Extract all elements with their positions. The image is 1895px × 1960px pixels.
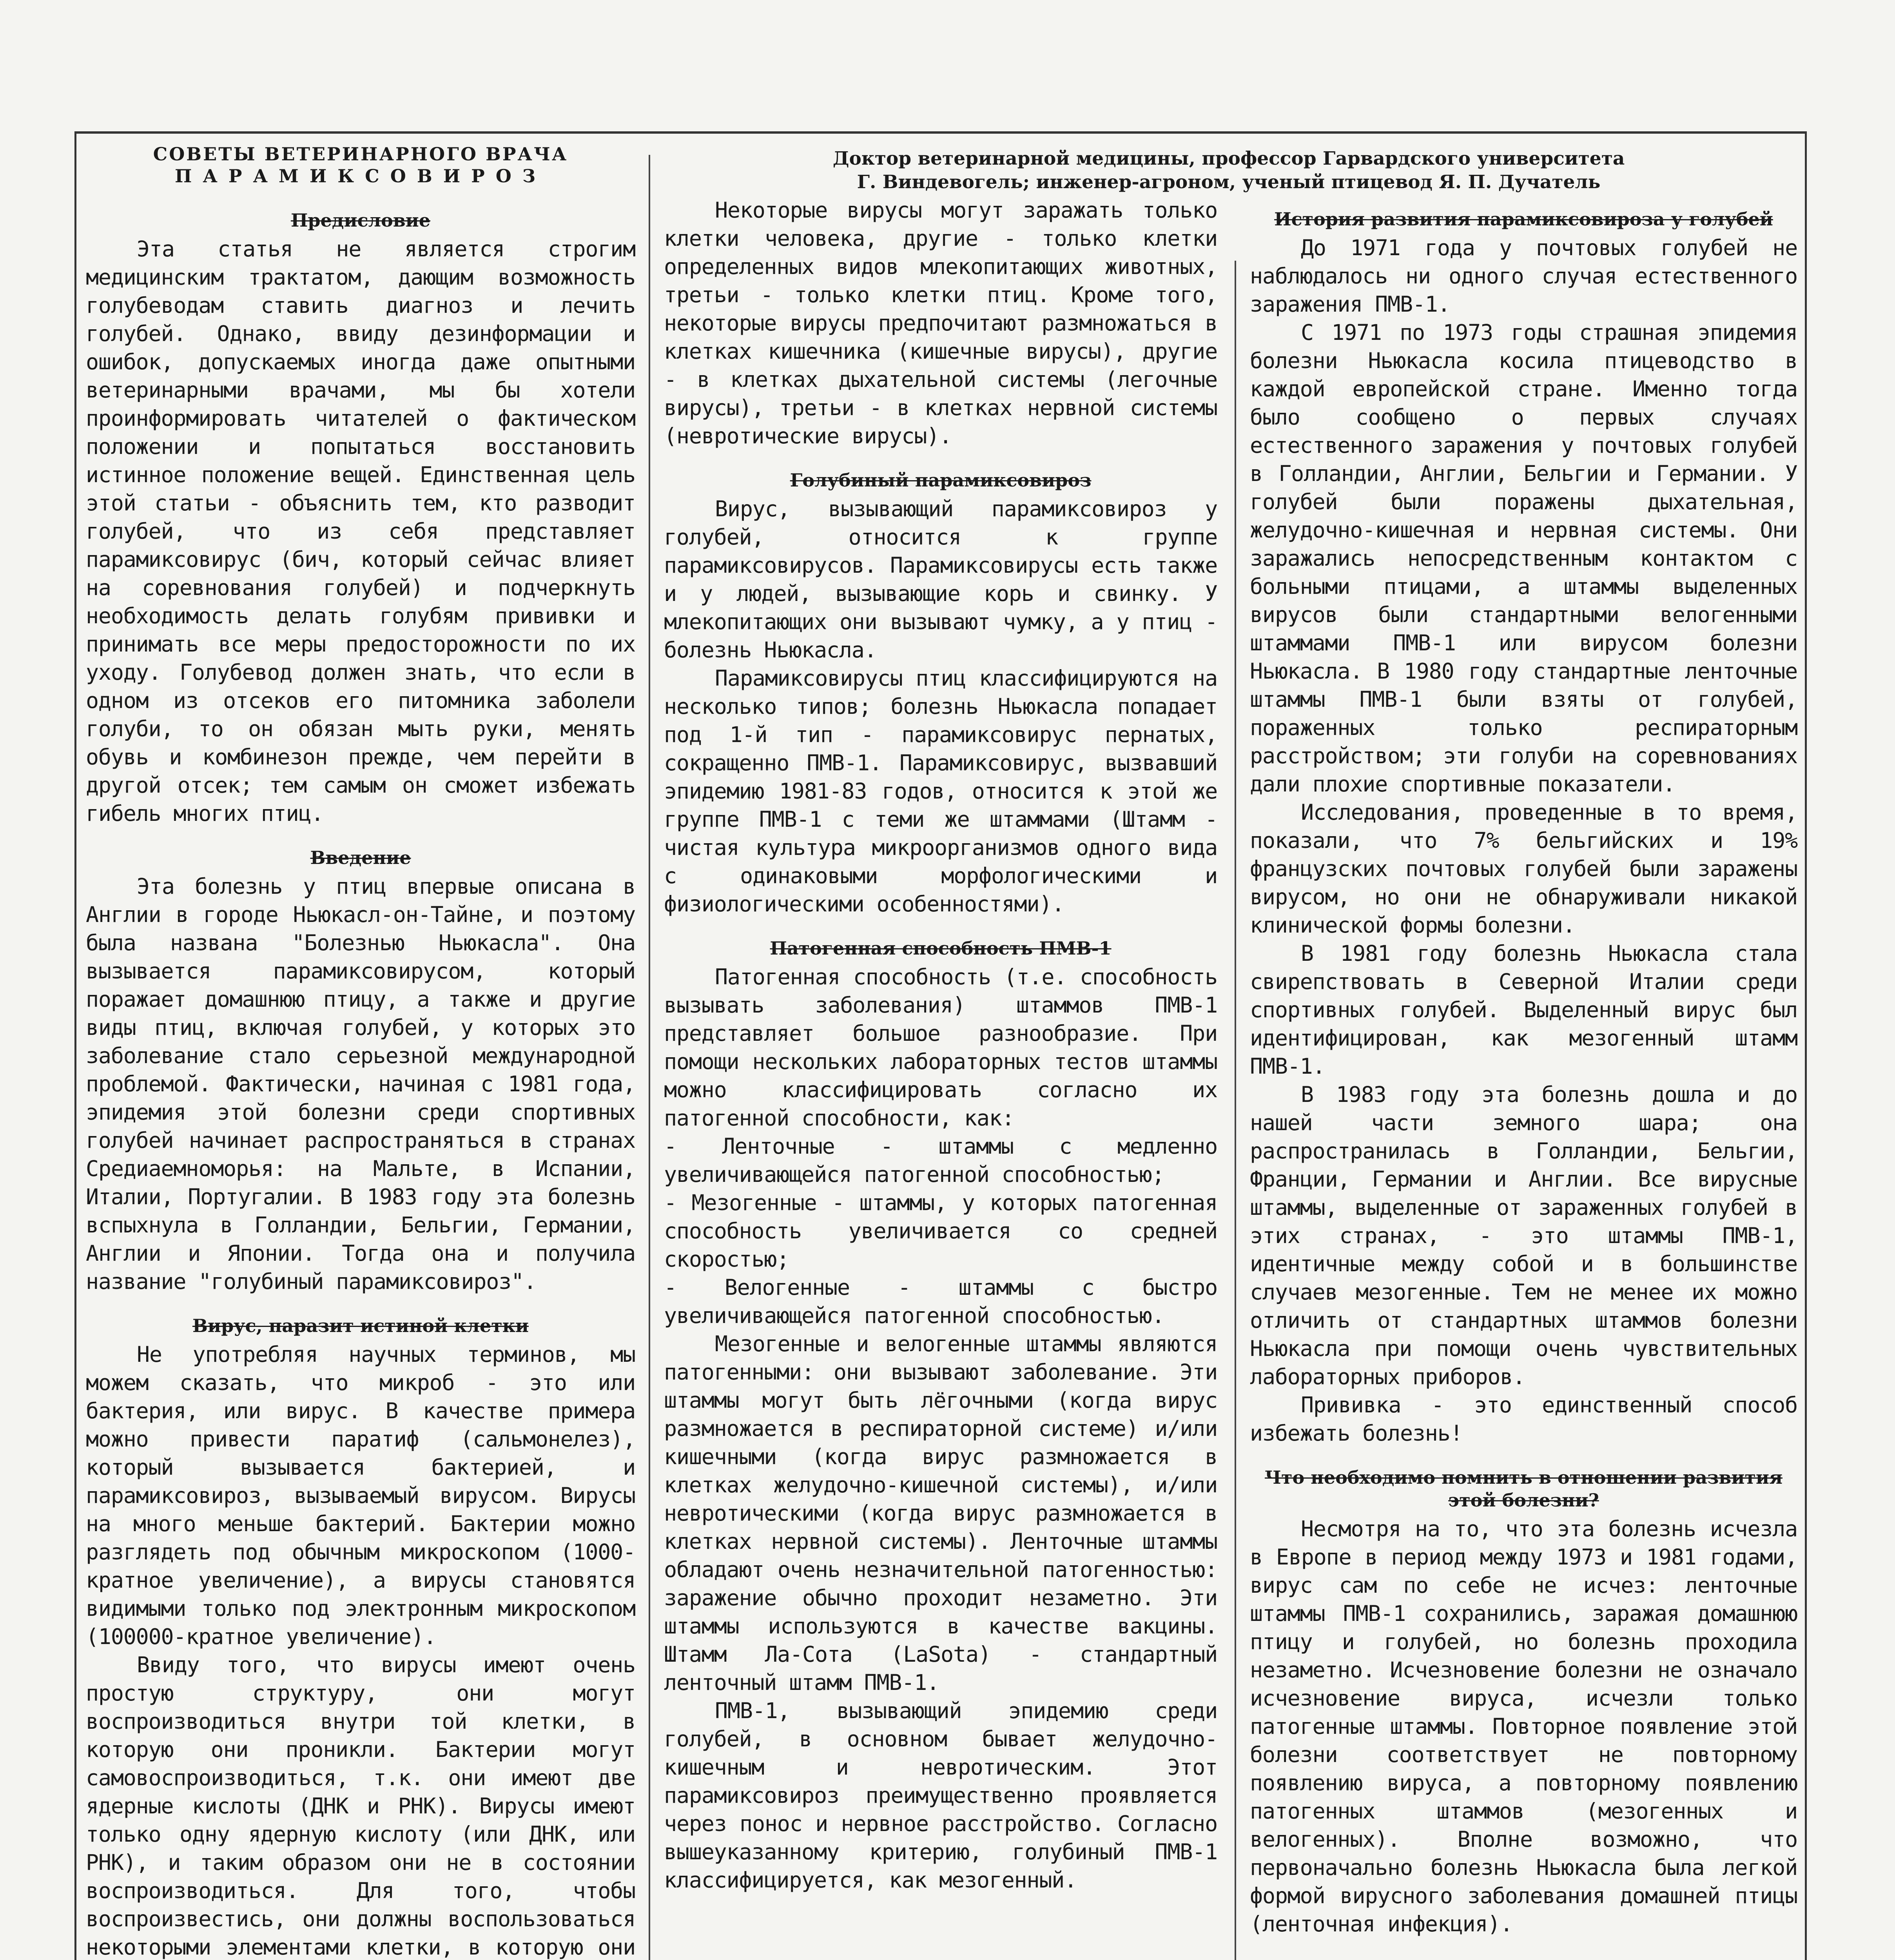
article-title: ПАРАМИКСОВИРОЗ [174,165,547,187]
paragraph: Не употребляя научных терминов, мы можем сказать, что микроб - это или бактерия, или вирус. В качестве примера можно привести паратиф (сальмонелез), который вызывается бактерией, и парамиксовироз, вызываемый вирусом. Вирусы на много меньше бактерий. Бактерии можно разглядеть под обычным микроскопом (1000-кратное увеличение), а вирусы становятся видимыми только под электронным микроскопом (100000-кратное увеличение). [86,1342,635,1649]
paragraph: Некоторые вирусы могут заражать только клетки человека, другие - только клетки определенных видов млекопитающих животных, третьи - только клетки птиц. Кроме того, некоторые вирусы предпочитают размножаться в клетках кишечника (кишечные вирусы), другие - в клетках дыхательной системы (легочные вирусы), третьи - в клетках нервной системы (невротические вирусы). [664,198,1217,448]
section-title-virus: Вирус, паразит истиной клетки [192,1315,529,1336]
paragraph: ПМВ-1, вызывающий эпидемию среди голубей, в основном бывает желудочно-кишечным и невротическим. Этот парамиксовироз преимущественно проявляется через понос и нервное расстройство. Согласно вышеуказанному критерию, голубиный ПМВ-1 классифицируется, как мезогенный. [664,1698,1217,1893]
authors-byline [660,147,1797,194]
section-title-pigeon-pmv: Голубиный парамиксовироз [790,470,1092,491]
paragraph: Исследования, проведенные в то время, показали, что 7% бельгийских и 19% французских почтовых голубей были заражены вирусом, но они не обнаруживали никакой клинической формы болезни. [1250,800,1797,938]
paragraph: Ввиду того, что вирусы имеют очень простую структуру, они могут воспроизводиться внутри той клетки, в которую они проникли. Бактерии могут самовоспроизводиться, т.к. они имеют две ядерные кислоты (ДНК и РНК). Вирусы имеют только одну ядерную кислоту (или ДНК, или РНК), и таким образом они не в состоянии воспроизводиться. Для того, чтобы воспроизвестись, они должны воспользоваться некоторыми элементами клетки, в которую они [86,1652,635,1960]
list-item: - Мезогенные - штаммы, у которых патогенная способность увеличивается со средней скоростью; [664,1190,1217,1272]
paragraph: Несмотря на то, что эта болезнь исчезла в Европе в период между 1973 и 1981 годами, вирус сам по себе не исчез: ленточные штаммы ПМВ-1 сохранились, заражая домашнюю птицу и голубей, но болезнь проходила незаметно. Исчезновение болезни не означало исчезновение вируса, исчезли только патогенные штаммы. Повторное появление этой болезни соответствует не повторному появлению вируса, а повторному появлению патогенных штаммов (мезогенных и велогенных). Вполне возможно, что первоначально болезнь Ньюкасла была легкой формой вирусного заболевания домашней птицы (ленточная инфекция). [1250,1516,1797,1936]
paragraph: Вирус, вызывающий парамиксовироз у голубей, относится к группе парамиксовирусов. Парамиксовирусы есть также и у людей, вызывающие корь и свинку. У млекопитающих они вызывают чумку, а у птиц - болезнь Ньюкасла. [664,496,1217,662]
authors-line: Доктор ветеринарной медицины, профессор Гарвардского университета [832,148,1625,169]
section-title-remember: Что необходимо помнить в отношении развития этой болезни? [1264,1467,1783,1511]
column-3 [1240,196,1807,1960]
paragraph: С 1971 по 1973 годы страшная эпидемия болезни Ньюкасла косила птицеводство в каждой европейской стране. Именно тогда было сообщено о первых случаях естественного заражения у почтовых голубей в Голландии, Англии, Бельгии и Германии. У голубей были поражены дыхательная, желудочно-кишечная и нервная системы. Они заражались непосредственным контактом с больными птицами, а штаммы выделенных вирусов были стандартными велогенными штаммами ПМВ-1 или вирусом болезни Ньюкасла. В 1980 году стандартные ленточные штаммы ПМВ-1 были взяты от голубей, пораженных только респираторным расстройством; эти голуби на соревнованиях дали плохие спортивные показатели. [1250,320,1797,797]
paragraph: В 1983 году эта болезнь дошла и до нашей части земного шара; она распространилась в Голландии, Бельгии, Франции, Германии и Англии. Все вирусные штаммы, выделенные от зараженных голубей в этих странах, - это штаммы ПМВ-1, идентичные между собой и в большинстве случаев мезогенные. Тем не менее их можно отличить от стандартных штаммов болезни Ньюкасла при помощи очень чувствительных лабораторных приборов. [1250,1082,1797,1389]
section-title-intro: Введение [310,847,411,868]
column-1 [76,143,645,1960]
series-title: СОВЕТЫ ВЕТЕРИНАРНОГО ВРАЧА [153,143,568,165]
paragraph: Мезогенные и велогенные штаммы являются патогенными: они вызывают заболевание. Эти штаммы могут быть лёгочными (когда вирус размножается в респираторной системе) и/или кишечными (когда вирус размножается в клетках желудочно-кишечной системы), и/или невротическими (когда вирус размножается в клетках нервной системы). Ленточные штаммы обладают очень незначительной патогенностью: заражение обычно проходит незаметно. Эти штаммы используются в качестве вакцины. Штамм Ла-Сота (LaSota) - стандартный ленточный штамм ПМВ-1. [664,1331,1217,1695]
paragraph: Прививка - это единственный способ избежать болезнь! [1250,1392,1797,1446]
paragraph: Парамиксовирусы птиц классифицируются на несколько типов; болезнь Ньюкасла попадает под 1-й тип - парамиксовирус пернатых, сокращенно ПМВ-1. Парамиксовирус, вызвавший эпидемию 1981-83 годов, относится к этой же группе ПМВ-1 с теми же штаммами (Штамм - чистая культура микроорганизмов одного вида с одинаковыми морфологическими и физиологическими особенностями). [664,666,1217,916]
paragraph: Патогенная способность (т.е. способность вызывать заболевания) штаммов ПМВ-1 представляет большое разнообразие. При помощи нескольких лабораторных тестов штаммы можно классифицировать согласно их патогенной способности, как: [664,964,1217,1131]
column-2 [655,196,1227,1960]
top-rule [76,131,1805,134]
paragraph: До 1971 года у почтовых голубей не наблюдалось ни одного случая естественного заражения ПМВ-1. [1250,235,1797,317]
section-title-preface: Предисловие [290,210,431,231]
paragraph: В 1981 году болезнь Ньюкасла стала свирепствовать в Северной Италии среди спортивных голубей. Выделенный вирус был идентифицирован, как мезогенный штамм ПМВ-1. [1250,941,1797,1079]
paragraph: Эта статья не является строгим медицинским трактатом, дающим возможность голубеводам ставить диагноз и лечить голубей. Однако, ввиду дезинформации и ошибок, допускаемых иногда даже опытными ветеринарными врачами, мы бы хотели проинформировать читателей о фактическом положении и попытаться восстановить истинное положение вещей. Единственная цель этой статьи - объяснить тем, кто разводит голубей, что из себя представляет парамиксовирус (бич, который сейчас влияет на соревнования голубей) и подчеркнуть необходимость делать голубям прививки и принимать все меры предосторожности по их уходу. Голубевод должен знать, что если в одном из отсеков его питомника заболели голуби, то он обязан мыть руки, менять обувь и комбинезон прежде, чем перейти в другой отсек; тем самым он сможет избежать гибель многих птиц. [86,236,635,826]
section-title-pathogenicity: Патогенная способность ПМВ-1 [770,938,1112,959]
article-frame [74,131,1807,1960]
paragraph: Эта болезнь у птиц впервые описана в Англии в городе Ньюкасл-он-Тайне, и поэтому была названа "Болезнью Ньюкасла". Она вызывается парамиксовирусом, который поражает домашнюю птицу, а также и другие виды птиц, включая голубей, у которых это заболевание стало серьезной международной проблемой. Фактически, начиная с 1981 года, эпидемия этой болезни среди спортивных голубей начинает распространяться в странах Средиаемноморья: на Мальте, в Испании, Италии, Португалии. В 1983 году эта болезнь вспыхнула в Голландии, Бельгии, Германии, Англии и Японии. Тогда она и получила название "голубиный парамиксовироз". [86,874,635,1294]
list-item: - Ленточные - штаммы с медленно увеличивающейся патогенной способностью; [664,1134,1217,1187]
list-item: - Велогенные - штаммы с быстро увеличивающейся патогенной способностью. [664,1275,1217,1328]
authors-line: Г. Виндевогель; инженер-агроном, ученый птицевод Я. П. Дучатель [857,171,1601,193]
section-title-history: История развития парамиксовироза у голубей [1274,209,1773,230]
column-divider [649,155,650,1960]
column-divider [1235,261,1236,1960]
